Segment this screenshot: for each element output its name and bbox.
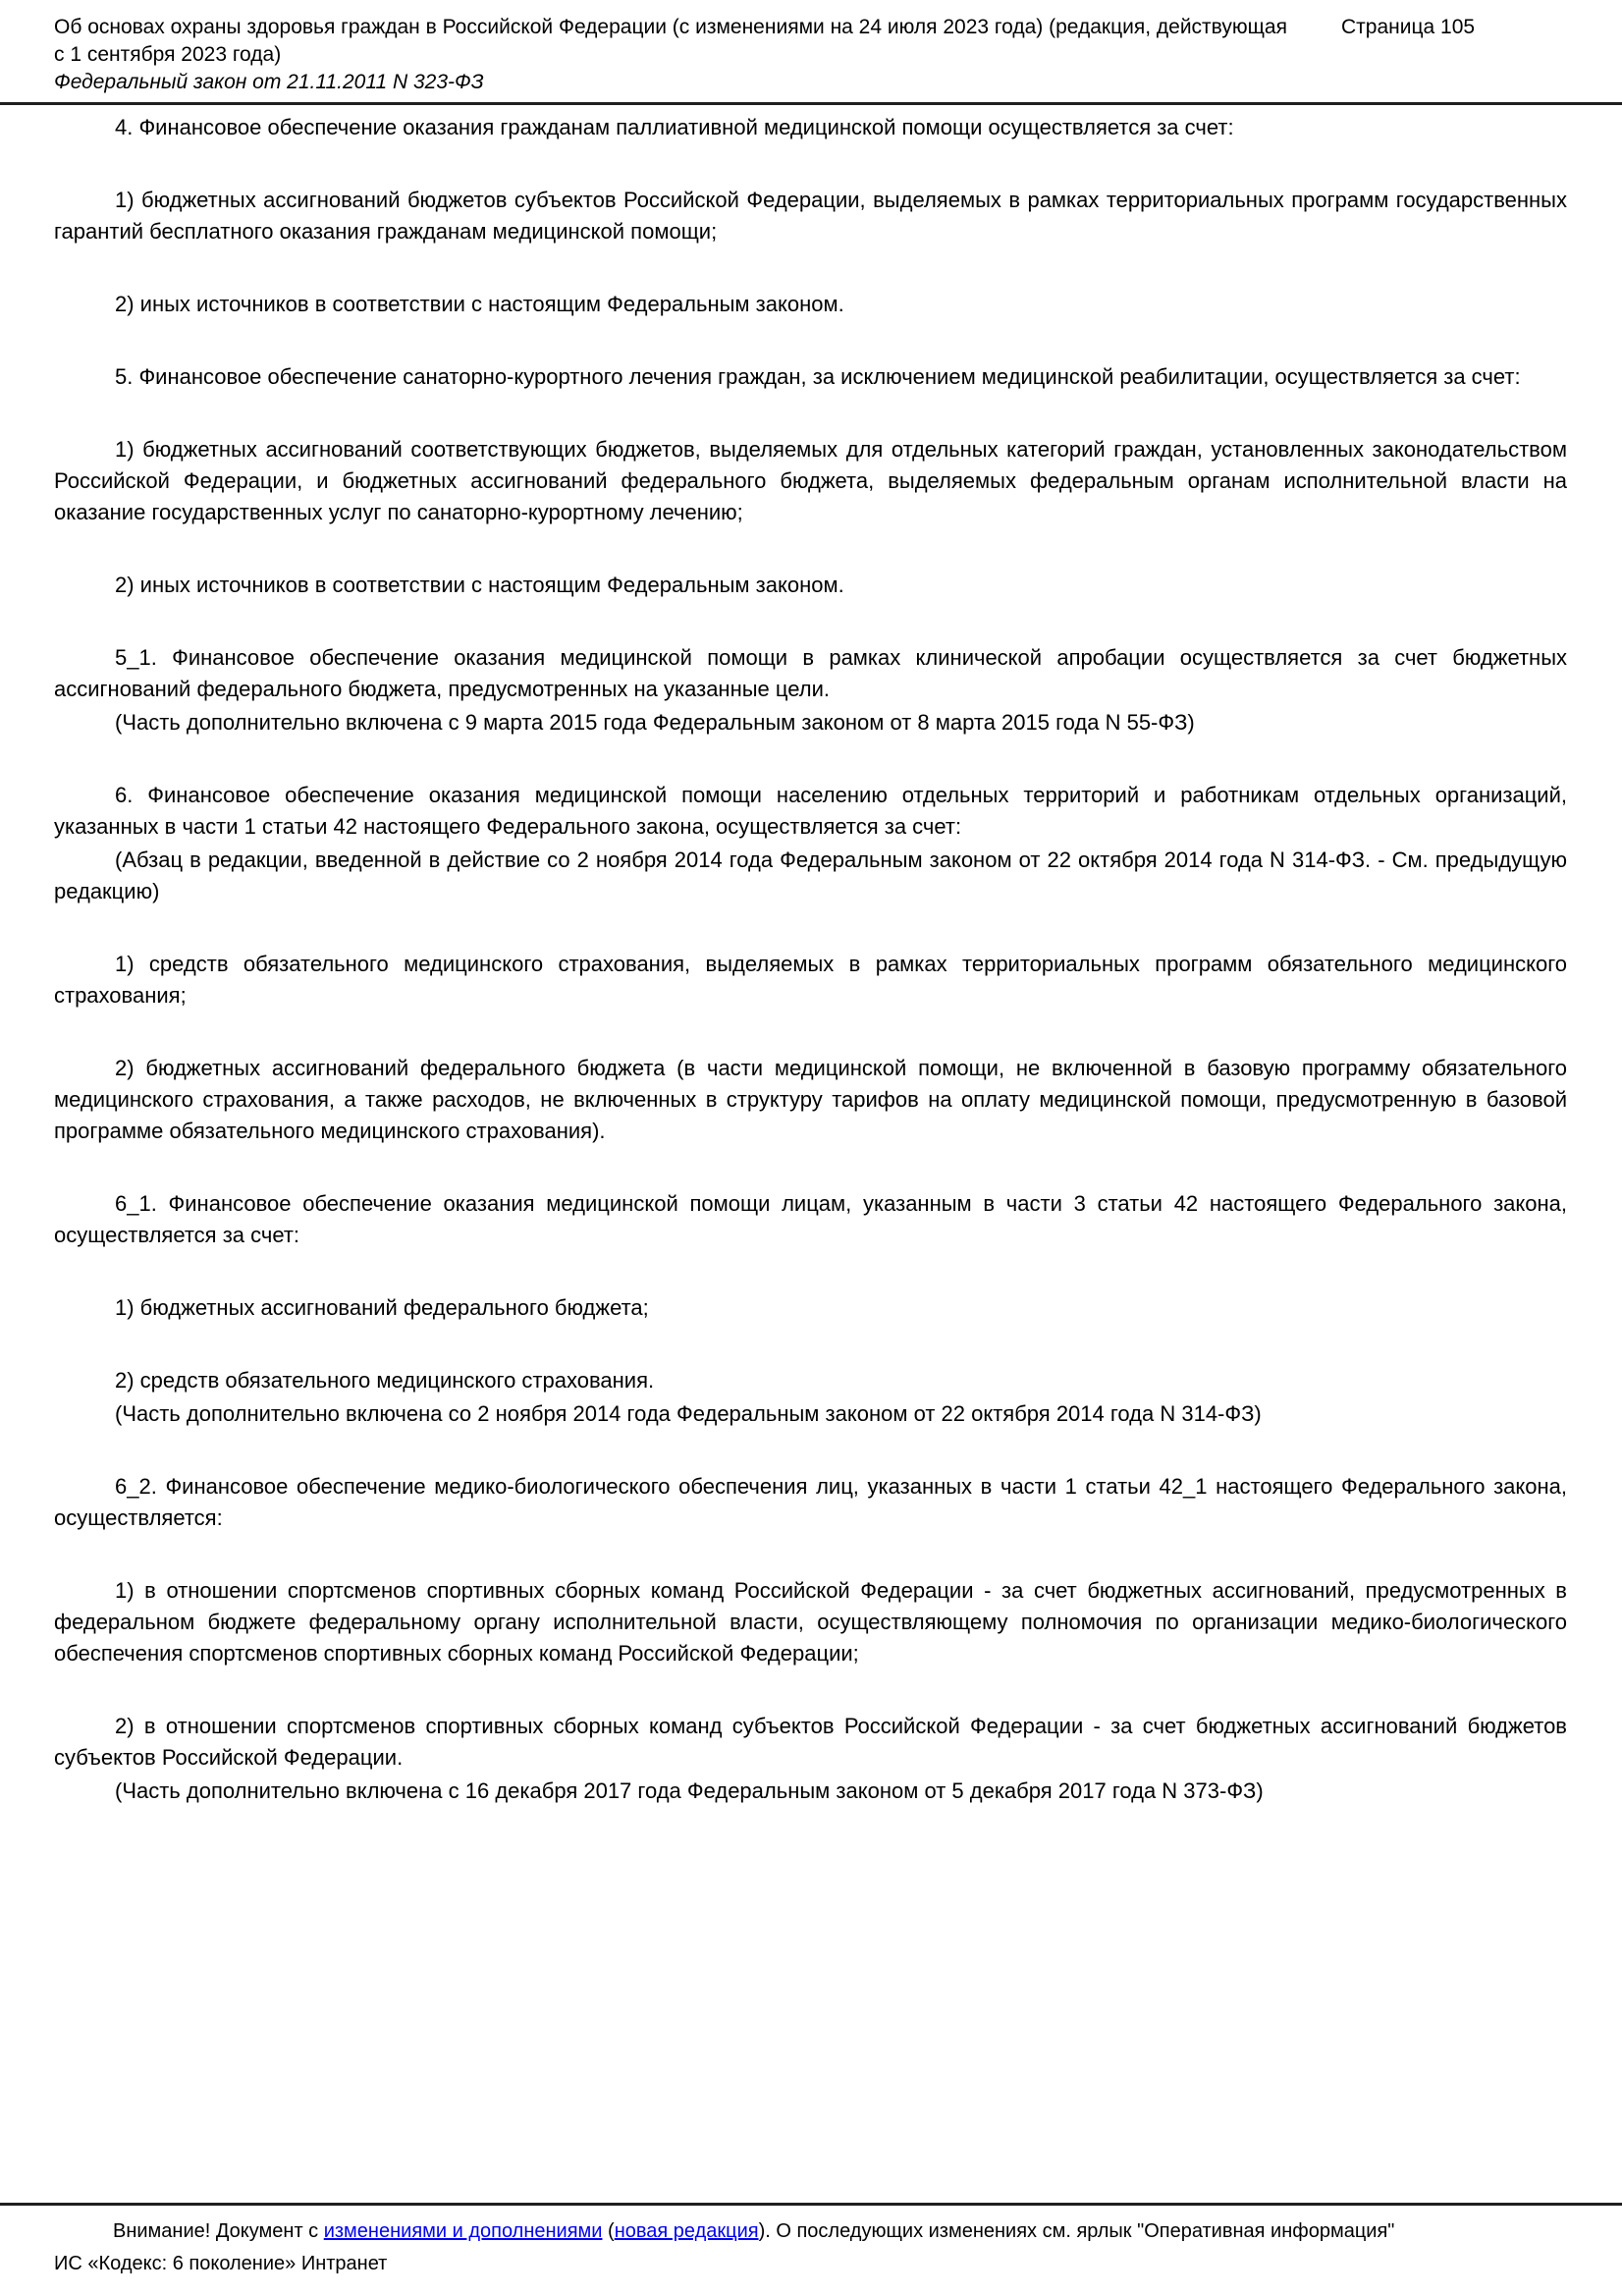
footer-notice (54, 2215, 1567, 2248)
document-subtitle: Федеральный закон от 21.11.2011 N 323-ФЗ (54, 71, 484, 93)
document-paragraph: 6_1. Финансовое обеспечение оказания медицинской помощи лицам, указанным в части 3 статьи 42 настоящего Федерального закона, осуществляется за счет: (54, 1191, 1567, 1247)
document-paragraph: 2) средств обязательного медицинского страхования. (115, 1368, 655, 1393)
document-paragraph: 5_1. Финансовое обеспечение оказания медицинской помощи в рамках клинической апробации осуществляется за счет бюджетных ассигнований федерального бюджета, предусмотренных на указанные цели. (54, 645, 1567, 701)
document-note-paragraph: (Часть дополнительно включена со 2 ноября 2014 года Федеральным законом от 22 октября 2014 года N 314-ФЗ) (115, 1401, 1262, 1426)
document-body (0, 105, 1622, 1807)
document-paragraph: 2) иных источников в соответствии с настоящим Федеральным законом. (115, 573, 844, 597)
document-note-paragraph: (Часть дополнительно включена с 9 марта 2015 года Федеральным законом от 8 марта 2015 года N 55-ФЗ) (115, 710, 1195, 735)
document-paragraph: 4. Финансовое обеспечение оказания гражданам паллиативной медицинской помощи осуществляется за счет: (115, 115, 1234, 139)
new-edition-link[interactable]: новая редакция (614, 2220, 759, 2242)
document-note-paragraph: (Часть дополнительно включена с 16 декабря 2017 года Федеральным законом от 5 декабря 2017 года N 373-ФЗ) (115, 1778, 1264, 1803)
document-paragraph: 1) бюджетных ассигнований бюджетов субъектов Российской Федерации, выделяемых в рамках территориальных программ государственных гарантий бесплатного оказания гражданам медицинской помощи; (54, 188, 1567, 244)
document-paragraph: 5. Финансовое обеспечение санаторно-курортного лечения граждан, за исключением медицинской реабилитации, осуществляется за счет: (115, 364, 1521, 389)
page-number-label: Страница 105 (1341, 16, 1476, 38)
document-title: Об основах охраны здоровья граждан в Российской Федерации (с изменениями на 24 июля 2023 года) (редакция, действующая с 1 сентября 2023 года) (54, 16, 1287, 66)
document-paragraph: 2) в отношении спортсменов спортивных сборных команд субъектов Российской Федерации - за счет бюджетных ассигнований бюджетов субъектов Российской Федерации. (54, 1714, 1567, 1770)
document-paragraph: 1) бюджетных ассигнований федерального бюджета; (115, 1295, 649, 1320)
page-footer (0, 2203, 1622, 2280)
document-title-block (54, 14, 1296, 96)
document-paragraph: 6. Финансовое обеспечение оказания медицинской помощи населению отдельных территорий и работникам отдельных организаций, указанных в части 1 статьи 42 настоящего Федерального закона, осуществляется за счет: (54, 783, 1567, 839)
footer-notice-mid: ( (602, 2220, 615, 2242)
footer-notice-prefix: Внимание! Документ с (113, 2220, 324, 2242)
footer-notice-suffix: ). О последующих изменениях см. ярлык "Оперативная информация" (758, 2220, 1395, 2242)
document-paragraph: 2) бюджетных ассигнований федерального бюджета (в части медицинской помощи, не включенной в базовую программу обязательного медицинского страхования, а также расходов, не включенных в структуру тарифов на оплату медицинской помощи, предусмотренную в базовой программе обязательного медицинского страхования). (54, 1056, 1567, 1143)
document-note-paragraph: (Абзац в редакции, введенной в действие со 2 ноября 2014 года Федеральным законом от 22 октября 2014 года N 314-ФЗ. - См. предыдущую редакцию) (54, 847, 1567, 903)
document-paragraph: 2) иных источников в соответствии с настоящим Федеральным законом. (115, 292, 844, 316)
amendments-link[interactable]: изменениями и дополнениями (323, 2220, 603, 2242)
document-paragraph: 1) средств обязательного медицинского страхования, выделяемых в рамках территориальных программ обязательного медицинского страхования; (54, 952, 1567, 1008)
document-paragraph: 1) бюджетных ассигнований соответствующих бюджетов, выделяемых для отдельных категорий граждан, установленных законодательством Российской Федерации, и бюджетных ассигнований федерального бюджета, выделяемых федеральным органам исполнительной власти на оказание государственных услуг по санаторно-курортному лечению; (54, 437, 1567, 524)
document-paragraph: 1) в отношении спортсменов спортивных сборных команд Российской Федерации - за счет бюджетных ассигнований, предусмотренных в федеральном бюджете федеральному органу исполнительной власти, осуществляющему полномочия по организации медико-биологического обеспечения спортсменов спортивных сборных команд Российской Федерации; (54, 1578, 1567, 1666)
footer-source: ИС «Кодекс: 6 поколение» Интранет (54, 2253, 388, 2274)
page-header (0, 0, 1622, 96)
document-paragraph: 6_2. Финансовое обеспечение медико-биологического обеспечения лиц, указанных в части 1 статьи 42_1 настоящего Федерального закона, осуществляется: (54, 1474, 1567, 1530)
